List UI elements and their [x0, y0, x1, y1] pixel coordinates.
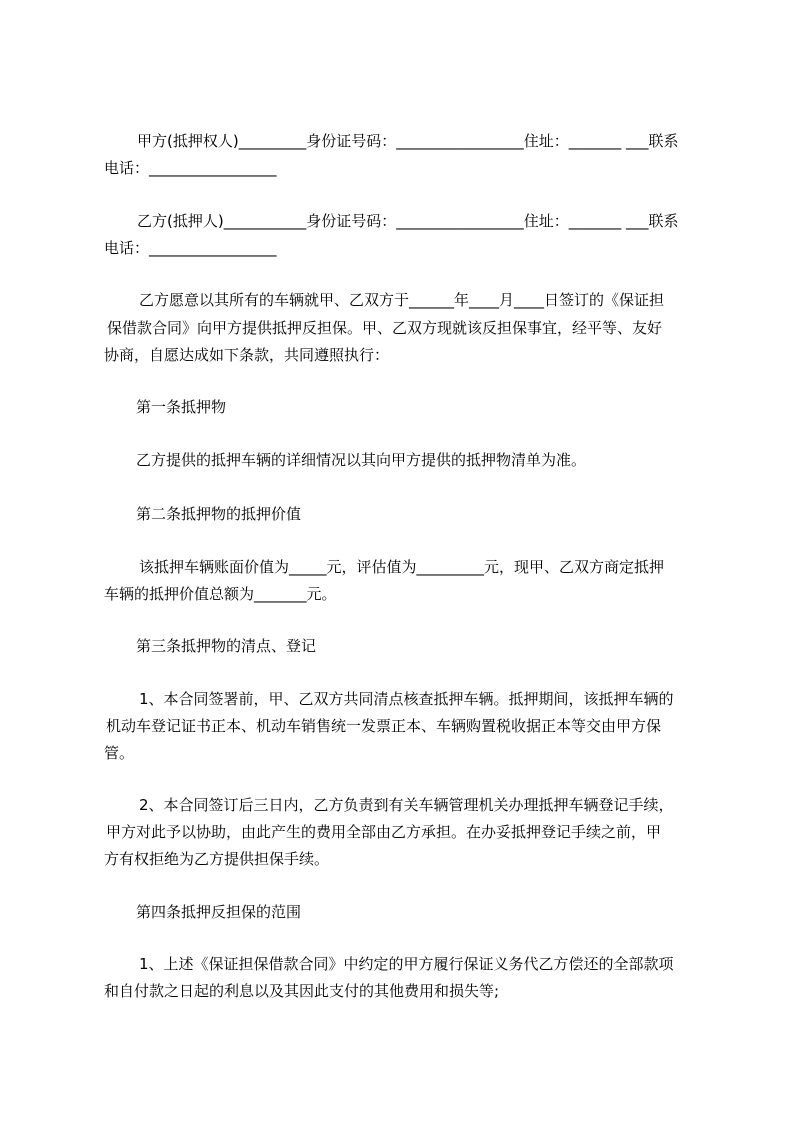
article-4-clause-1-line-1: 1、上述《保证担保借款合同》中约定的甲方履行保证义务代乙方偿还的全部款项	[139, 955, 674, 973]
party-b-line-1: 乙方(抵押人)___________身份证号码：_________________住址：_______ ___联系	[137, 212, 679, 230]
article-3-clause-2-line-2: 甲方对此予以协助，由此产生的费用全部由乙方承担。在办妥抵押登记手续之前，甲	[106, 823, 662, 841]
preamble-line-1: 乙方愿意以其所有的车辆就甲、乙双方于______年____月____日签订的《保证担	[139, 291, 665, 309]
article-3-clause-1-line-3: 管。	[104, 744, 135, 762]
party-b-line-2: 电话：_________________	[104, 239, 277, 257]
article-2-title: 第二条抵押物的抵押价值	[136, 505, 302, 523]
article-1-text: 乙方提供的抵押车辆的详细情况以其向甲方提供的抵押物清单为准。	[136, 451, 587, 469]
article-2-line-2: 车辆的抵押价值总额为_______元。	[104, 585, 337, 603]
article-3-clause-2-line-3: 方有权拒绝为乙方提供担保手续。	[104, 850, 330, 868]
article-1-title: 第一条抵押物	[136, 398, 227, 416]
article-4-clause-1-line-2: 和自付款之日起的利息以及其因此支付的其他费用和损失等;	[104, 982, 500, 1000]
preamble-line-3: 协商，自愿达成如下条款，共同遵照执行：	[104, 346, 390, 364]
party-a-line-2: 电话：_________________	[104, 159, 277, 177]
article-3-clause-1-line-1: 1、本合同签署前，甲、乙双方共同清点核查抵押车辆。抵押期间，该抵押车辆的	[139, 690, 674, 708]
preamble-line-2: 保借款合同》向甲方提供抵押反担保。甲、乙双方现就该反担保事宜，经平等、友好	[107, 319, 663, 337]
article-3-clause-1-line-2: 机动车登记证书正本、机动车销售统一发票正本、车辆购置税收据正本等交由甲方保	[106, 717, 662, 735]
article-3-title: 第三条抵押物的清点、登记	[136, 637, 317, 655]
article-4-title: 第四条抵押反担保的范围	[136, 903, 302, 921]
party-a-line-1: 甲方(抵押权人)_________身份证号码：_________________住址：_______ ___联系	[137, 132, 679, 150]
article-3-clause-2-line-1: 2、本合同签订后三日内，乙方负责到有关车辆管理机关办理抵押车辆登记手续，	[139, 796, 674, 814]
article-2-line-1: 该抵押车辆账面价值为_____元，评估值为_________元，现甲、乙双方商定抵押	[139, 558, 665, 576]
